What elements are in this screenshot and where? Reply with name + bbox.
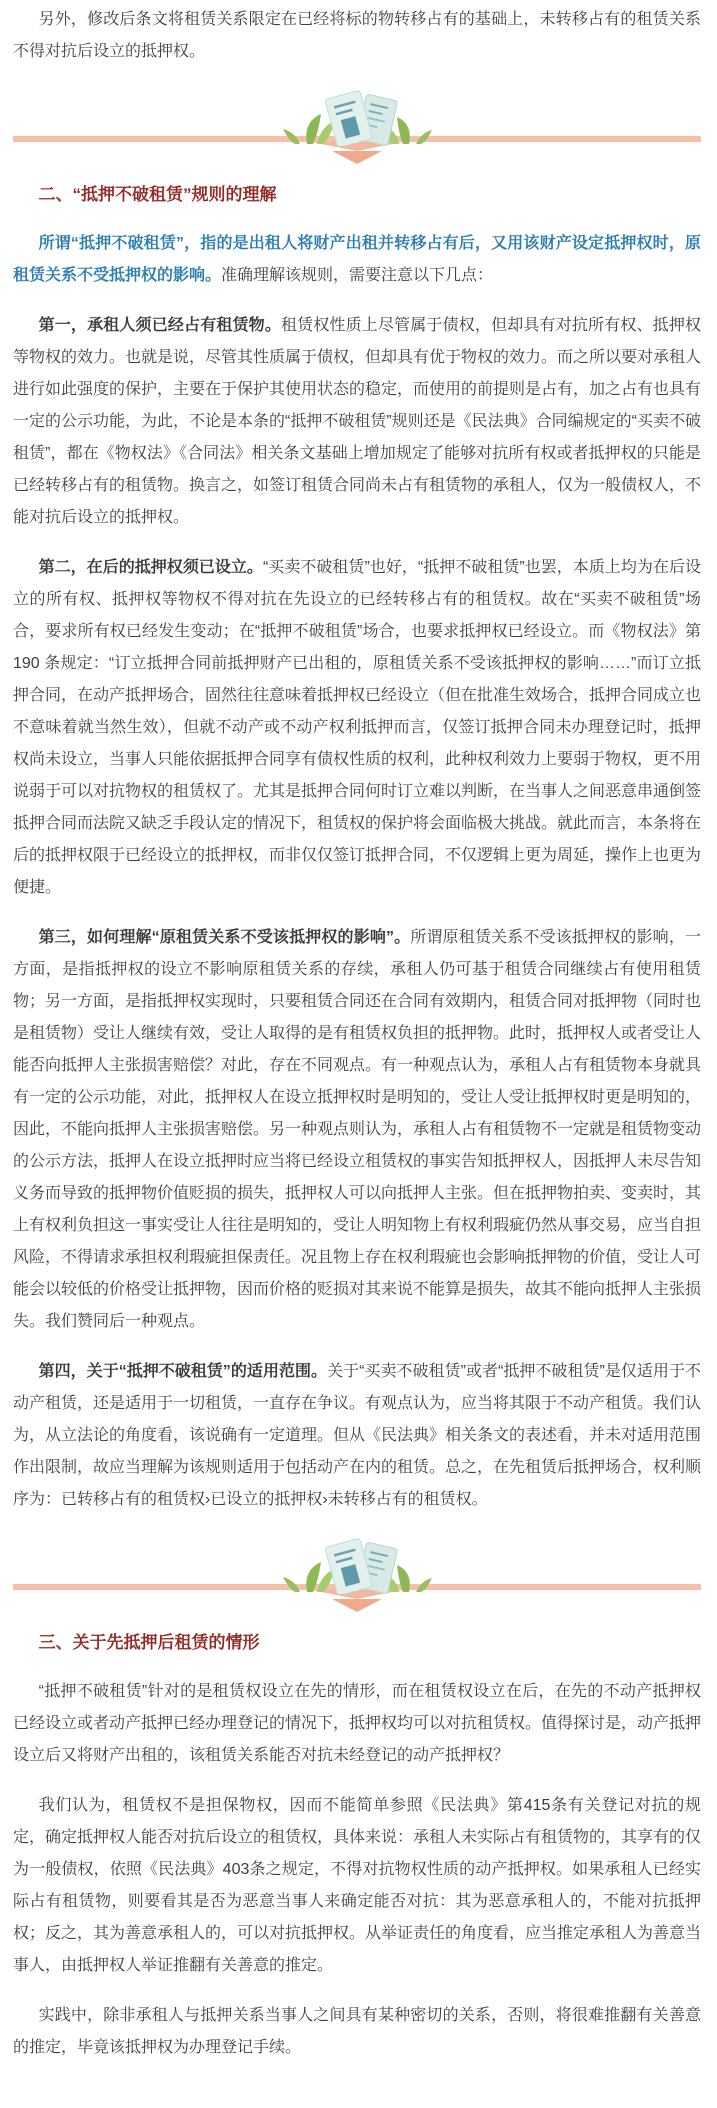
section-3-paragraph bbox=[13, 2000, 701, 2064]
point-4-paragraph bbox=[13, 1356, 701, 1516]
intro-text: 另外，修改后条文将租赁关系限定在已经将标的物转移占有的基础上，未转移占有的租赁关系不得对抗后设立的抵押权。 bbox=[13, 11, 701, 60]
papers-and-leaves-icon bbox=[273, 88, 441, 146]
point-3-label: 第三，如何理解“原租赁关系不受该抵押权的影响”。 bbox=[38, 929, 411, 946]
section-3-heading: 三、关于先抵押后租赁的情形 bbox=[38, 1633, 260, 1652]
point-2-label: 第二，在后的抵押权须已设立。 bbox=[38, 559, 263, 576]
point-3-body: 所谓原租赁关系不受该抵押权的影响，一方面，是指抵押权的设立不影响原租赁关系的存续，承租人仍可基于租赁合同继续占有使用租赁物；另一方面，是指抵押权实现时，只要租赁合同还在合同有效期内，租赁合同对抵押物（同时也是租赁物）受让人继续有效，受让人取得的是有租赁权负担的抵押物。此时，抵押权人或者受让人能否向抵押人主张损害赔偿？对此，存在不同观点。有一种观点认为，承租人占有租赁物本身就具有一定的公示功能，对此，抵押权人在设立抵押权时是明知的，受让人受让抵押权时更是明知的，因此，不能向抵押人主张损害赔偿。另一种观点则认为，承租人占有租赁物不一定就是租赁物变动的公示方法，抵押人在设立抵押时应当将已经设立租赁权的事实告知抵押权人，因抵押人未尽告知义务而导致的抵押物价值贬损的损失，抵押权人可以向抵押人主张。但在抵押物拍卖、变卖时，其上有权利负担这一事实受让人往往是明知的，受让人明知物上有权利瑕疵仍然从事交易，应当自担风险，不得请求承担权利瑕疵担保责任。况且物上存在权利瑕疵也会影响抵押物的价值，受让人可能会以较低的价格受让抵押物，因而价格的贬损对其来说不能算是损失，故其不能向抵押人主张损失。我们赞同后一种观点。 bbox=[13, 929, 702, 1330]
section-2-lead-paragraph bbox=[13, 228, 701, 292]
point-3-paragraph bbox=[13, 922, 701, 1338]
lead-highlight-text: 所谓“抵押不破租赁”，指的是出租人将财产出租并转移占有后，又用该财产设定抵押权时，原租赁关系不受抵押权的影响。 bbox=[13, 235, 701, 284]
section-3-paragraph bbox=[13, 1790, 701, 1982]
section-divider bbox=[13, 1534, 701, 1612]
point-1-body: 租赁权性质上尽管属于债权，但却具有对抗所有权、抵押权等物权的效力。也就是说，尽管其性质属于债权，但却具有优于物权的效力。而之所以要对承租人进行如此强度的保护，主要在于保护其使用状态的稳定，而使用的前提则是占有，加之占有也具有一定的公示功能，为此，不论是本条的“抵押不破租赁”规则还是《民法典》合同编规定的“买卖不破租赁”，都在《物权法》《合同法》相关条文基础上增加规定了能够对抗所有权或者抵押权的只能是已经转移占有的租赁物。换言之，如签订租赁合同尚未占有租赁物的承租人，仅为一般债权人，不能对抗后设立的抵押权。 bbox=[13, 317, 702, 526]
divider-arrow-tip bbox=[332, 151, 382, 164]
point-1-paragraph bbox=[13, 310, 701, 534]
point-1-label: 第一，承租人须已经占有租赁物。 bbox=[38, 317, 281, 334]
point-2-body: “买卖不破租赁”也好，“抵押不破租赁”也罢，本质上均为在后设立的所有权、抵押权等物权不得对抗在先设立的已经转移占有的租赁权。故在“买卖不破租赁”场合，要求所有权已经发生变动；在“抵押不破租赁”场合，也要求抵押权已经设立。而《物权法》第190 条规定：“订立抵押合同前抵押财产已出租的，原租赁关系不受该抵押权的影响……”而订立抵押合同，在动产抵押场合，固然往往意味着抵押权已经设立（但在批准生效场合，抵押合同成立也不意味着就当然生效），但就不动产或不动产权利抵押而言，仅签订抵押合同未办理登记时，抵押权尚未设立，当事人只能依据抵押合同享有债权性质的权利，此种权利效力上要弱于物权，更不用说弱于可以对抗物权的租赁权了。尤其是抵押合同何时订立难以判断，在当事人之间恶意串通倒签抵押合同而法院又缺乏手段认定的情况下，租赁权的保护将会面临极大挑战。就此而言，本条将在后的抵押权限于已经设立的抵押权，而非仅仅签订抵押合同，不仅逻辑上更为周延，操作上也更为便捷。 bbox=[13, 559, 702, 896]
section-divider bbox=[13, 86, 701, 164]
section-3-paragraph-text: 我们认为，租赁权不是担保物权，因而不能简单参照《民法典》第415条有关登记对抗的规定，确定抵押权人能否对抗后设立的租赁权，具体来说：承租人未实际占有租赁物的，其享有的仅为一般债权，依照《民法典》403条之规定，不得对抗物权性质的动产抵押权。如果承租人已经实际占有租赁物，则要看其是否为恶意当事人来确定能否对抗：其为恶意承租人的，不能对抗抵押权；反之，其为善意承租人的，可以对抗抵押权。从举证责任的角度看，应当推定承租人为善意当事人，由抵押权人举证推翻有关善意的推定。 bbox=[13, 1797, 702, 1974]
papers-and-leaves-icon bbox=[273, 1536, 441, 1594]
point-4-label: 第四，关于“抵押不破租赁”的适用范围。 bbox=[38, 1363, 328, 1380]
section-3-paragraph-text: “抵押不破租赁”针对的是租赁权设立在先的情形，而在租赁权设立在后，在先的不动产抵押权已经设立或者动产抵押已经办理登记的情况下，抵押权均可以对抗租赁权。值得探讨是，动产抵押设立后又将财产出租的，该租赁关系能否对抗未经登记的动产抵押权？ bbox=[13, 1683, 702, 1764]
section-2-heading: 二、“抵押不破租赁”规则的理解 bbox=[38, 185, 277, 204]
point-2-paragraph bbox=[13, 552, 701, 904]
lead-tail-text: 准确理解该规则，需要注意以下几点： bbox=[221, 267, 494, 284]
point-4-body: 关于“买卖不破租赁”或者“抵押不破租赁”是仅适用于不动产租赁，还是适用于一切租赁，一直存在争议。有观点认为，应当将其限于不动产租赁。我们认为，从立法论的角度看，该说确有一定道理。但从《民法典》相关条文的表述看，并未对适用范围作出限制，故应当理解为该规则适用于包括动产在内的租赁。总之，在先租赁后抵押场合，权利顺序为：已转移占有的租赁权›已设立的抵押权›未转移占有的租赁权。 bbox=[13, 1363, 702, 1508]
section-3-paragraph-text: 实践中，除非承租人与抵押关系当事人之间具有某种密切的关系，否则，将很难推翻有关善意的推定，毕竟该抵押权为办理登记手续。 bbox=[13, 2007, 701, 2056]
intro-paragraph bbox=[13, 4, 701, 68]
section-3-paragraph bbox=[13, 1676, 701, 1772]
divider-arrow-tip bbox=[332, 1599, 382, 1612]
